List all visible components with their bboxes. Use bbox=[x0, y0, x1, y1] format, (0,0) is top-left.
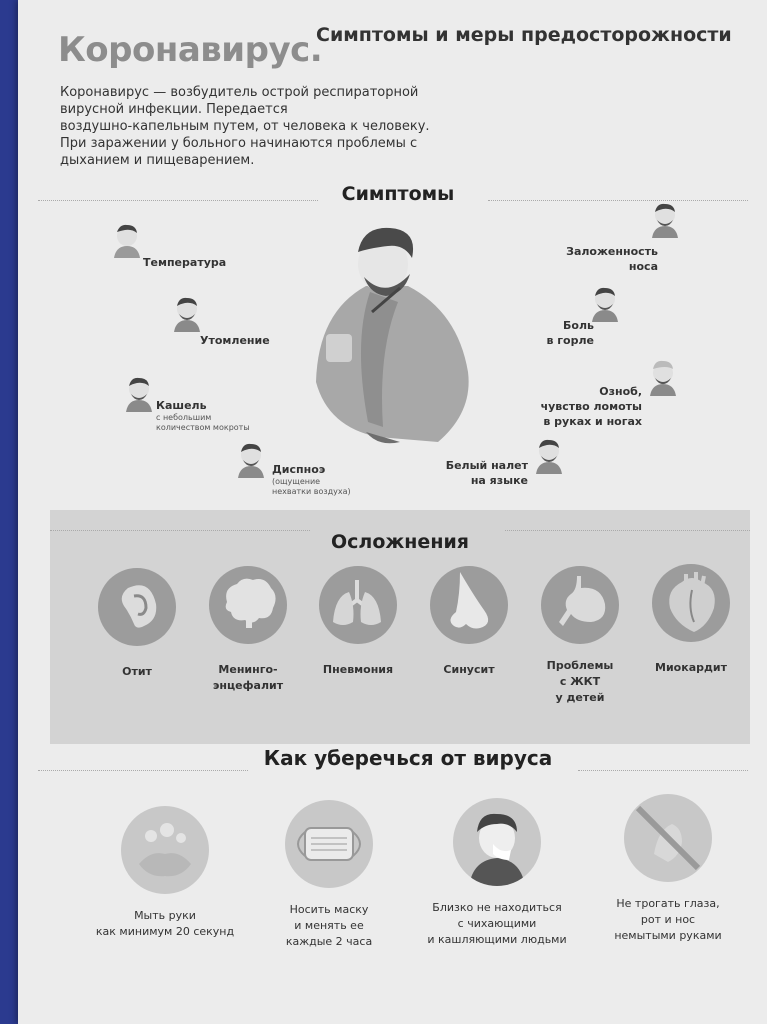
intro-line: При заражении у больного начинаются проблемы с bbox=[60, 136, 418, 151]
face-mask-icon bbox=[285, 800, 373, 888]
divider bbox=[488, 200, 748, 201]
symptom-nasal-congestion: Заложенность носа bbox=[566, 245, 658, 273]
nasal-congestion-person-icon bbox=[648, 202, 682, 238]
divider bbox=[505, 530, 750, 531]
lungs-icon bbox=[319, 566, 397, 644]
symptom-label: Температура bbox=[143, 256, 227, 269]
symptom-label: Утомление bbox=[200, 334, 270, 347]
page-title: Коронавирус. bbox=[58, 30, 323, 70]
complications-section bbox=[50, 510, 750, 744]
complication-gi-problems bbox=[525, 566, 635, 706]
complication-label: Отит bbox=[122, 665, 152, 678]
prevention-wear-mask bbox=[244, 800, 414, 950]
complication-label: Миокардит bbox=[655, 661, 727, 674]
sick-person-illustration bbox=[308, 222, 478, 452]
divider bbox=[38, 770, 248, 771]
sneezing-person-icon bbox=[453, 798, 541, 886]
prevention-title: Как уберечься от вируса bbox=[263, 746, 553, 770]
symptom-chills: Озноб, чувство ломоты в руках и ногах bbox=[540, 385, 642, 428]
intro-line: воздушно-капельным путем, от человека к человеку. bbox=[60, 119, 430, 134]
ear-icon bbox=[98, 568, 176, 646]
complication-meningoencephalitis bbox=[193, 566, 303, 694]
prevention-wash-hands bbox=[80, 806, 250, 940]
intro-line: дыханием и пищеварением. bbox=[60, 153, 255, 168]
complication-label: Пневмония bbox=[322, 663, 394, 676]
sore-throat-person-icon bbox=[588, 286, 622, 322]
breathless-person-icon bbox=[234, 442, 268, 478]
intro-line: вирусной инфекции. Передается bbox=[60, 102, 288, 117]
prevention-label: Близко не находиться с чихающими и кашляющими людьми bbox=[427, 901, 567, 946]
no-touch-face-icon bbox=[624, 794, 712, 882]
symptoms-title: Симптомы bbox=[341, 183, 455, 205]
page-subtitle: Симптомы и меры предосторожности bbox=[316, 24, 732, 46]
complication-pneumonia bbox=[303, 566, 413, 678]
complication-label: Менинго- энцефалит bbox=[212, 663, 284, 692]
stomach-icon bbox=[541, 566, 619, 644]
prevention-keep-distance bbox=[412, 798, 582, 948]
cough-person-icon bbox=[122, 376, 156, 412]
divider bbox=[50, 530, 310, 531]
brain-icon bbox=[209, 566, 287, 644]
fever-person-icon bbox=[110, 222, 144, 258]
white-tongue-person-icon bbox=[532, 438, 566, 474]
intro-paragraph bbox=[60, 84, 480, 169]
symptom-sore-throat: Боль в горле bbox=[546, 319, 594, 347]
intro-line: Коронавирус — возбудитель острой респираторной bbox=[60, 85, 419, 100]
complication-otitis bbox=[82, 568, 192, 680]
hand-wash-icon bbox=[121, 806, 209, 894]
complication-label: Синусит bbox=[443, 663, 495, 676]
complications-title: Осложнения bbox=[331, 531, 469, 553]
divider bbox=[578, 770, 748, 771]
heart-icon bbox=[652, 564, 730, 642]
prevention-label: Носить маску и менять ее каждые 2 часа bbox=[285, 903, 373, 948]
prevention-no-touch-face bbox=[583, 794, 753, 944]
chills-person-icon bbox=[646, 360, 680, 396]
symptom-label: Диспноэ bbox=[272, 463, 326, 476]
symptom-fatigue bbox=[200, 333, 270, 348]
symptom-note: (ощущение нехватки воздуха) bbox=[272, 477, 351, 496]
prevention-label: Не трогать глаза, рот и нос немытыми руками bbox=[614, 897, 722, 942]
symptom-note: с небольшим количеством мокроты bbox=[156, 413, 250, 432]
symptom-cough bbox=[156, 398, 250, 433]
nose-icon bbox=[430, 566, 508, 644]
prevention-label: Мыть руки как минимум 20 секунд bbox=[95, 909, 235, 938]
symptom-white-tongue: Белый налет на языке bbox=[445, 459, 528, 487]
divider bbox=[38, 200, 318, 201]
tired-person-icon bbox=[170, 296, 204, 332]
complication-label: Проблемы с ЖКТ у детей bbox=[546, 659, 614, 704]
symptom-dyspnea bbox=[272, 462, 351, 497]
complication-sinusitis bbox=[414, 566, 524, 678]
leaflet-page bbox=[18, 0, 767, 1024]
symptom-fever bbox=[143, 255, 226, 270]
complication-myocarditis bbox=[636, 564, 746, 676]
symptom-label: Кашель bbox=[156, 399, 207, 412]
